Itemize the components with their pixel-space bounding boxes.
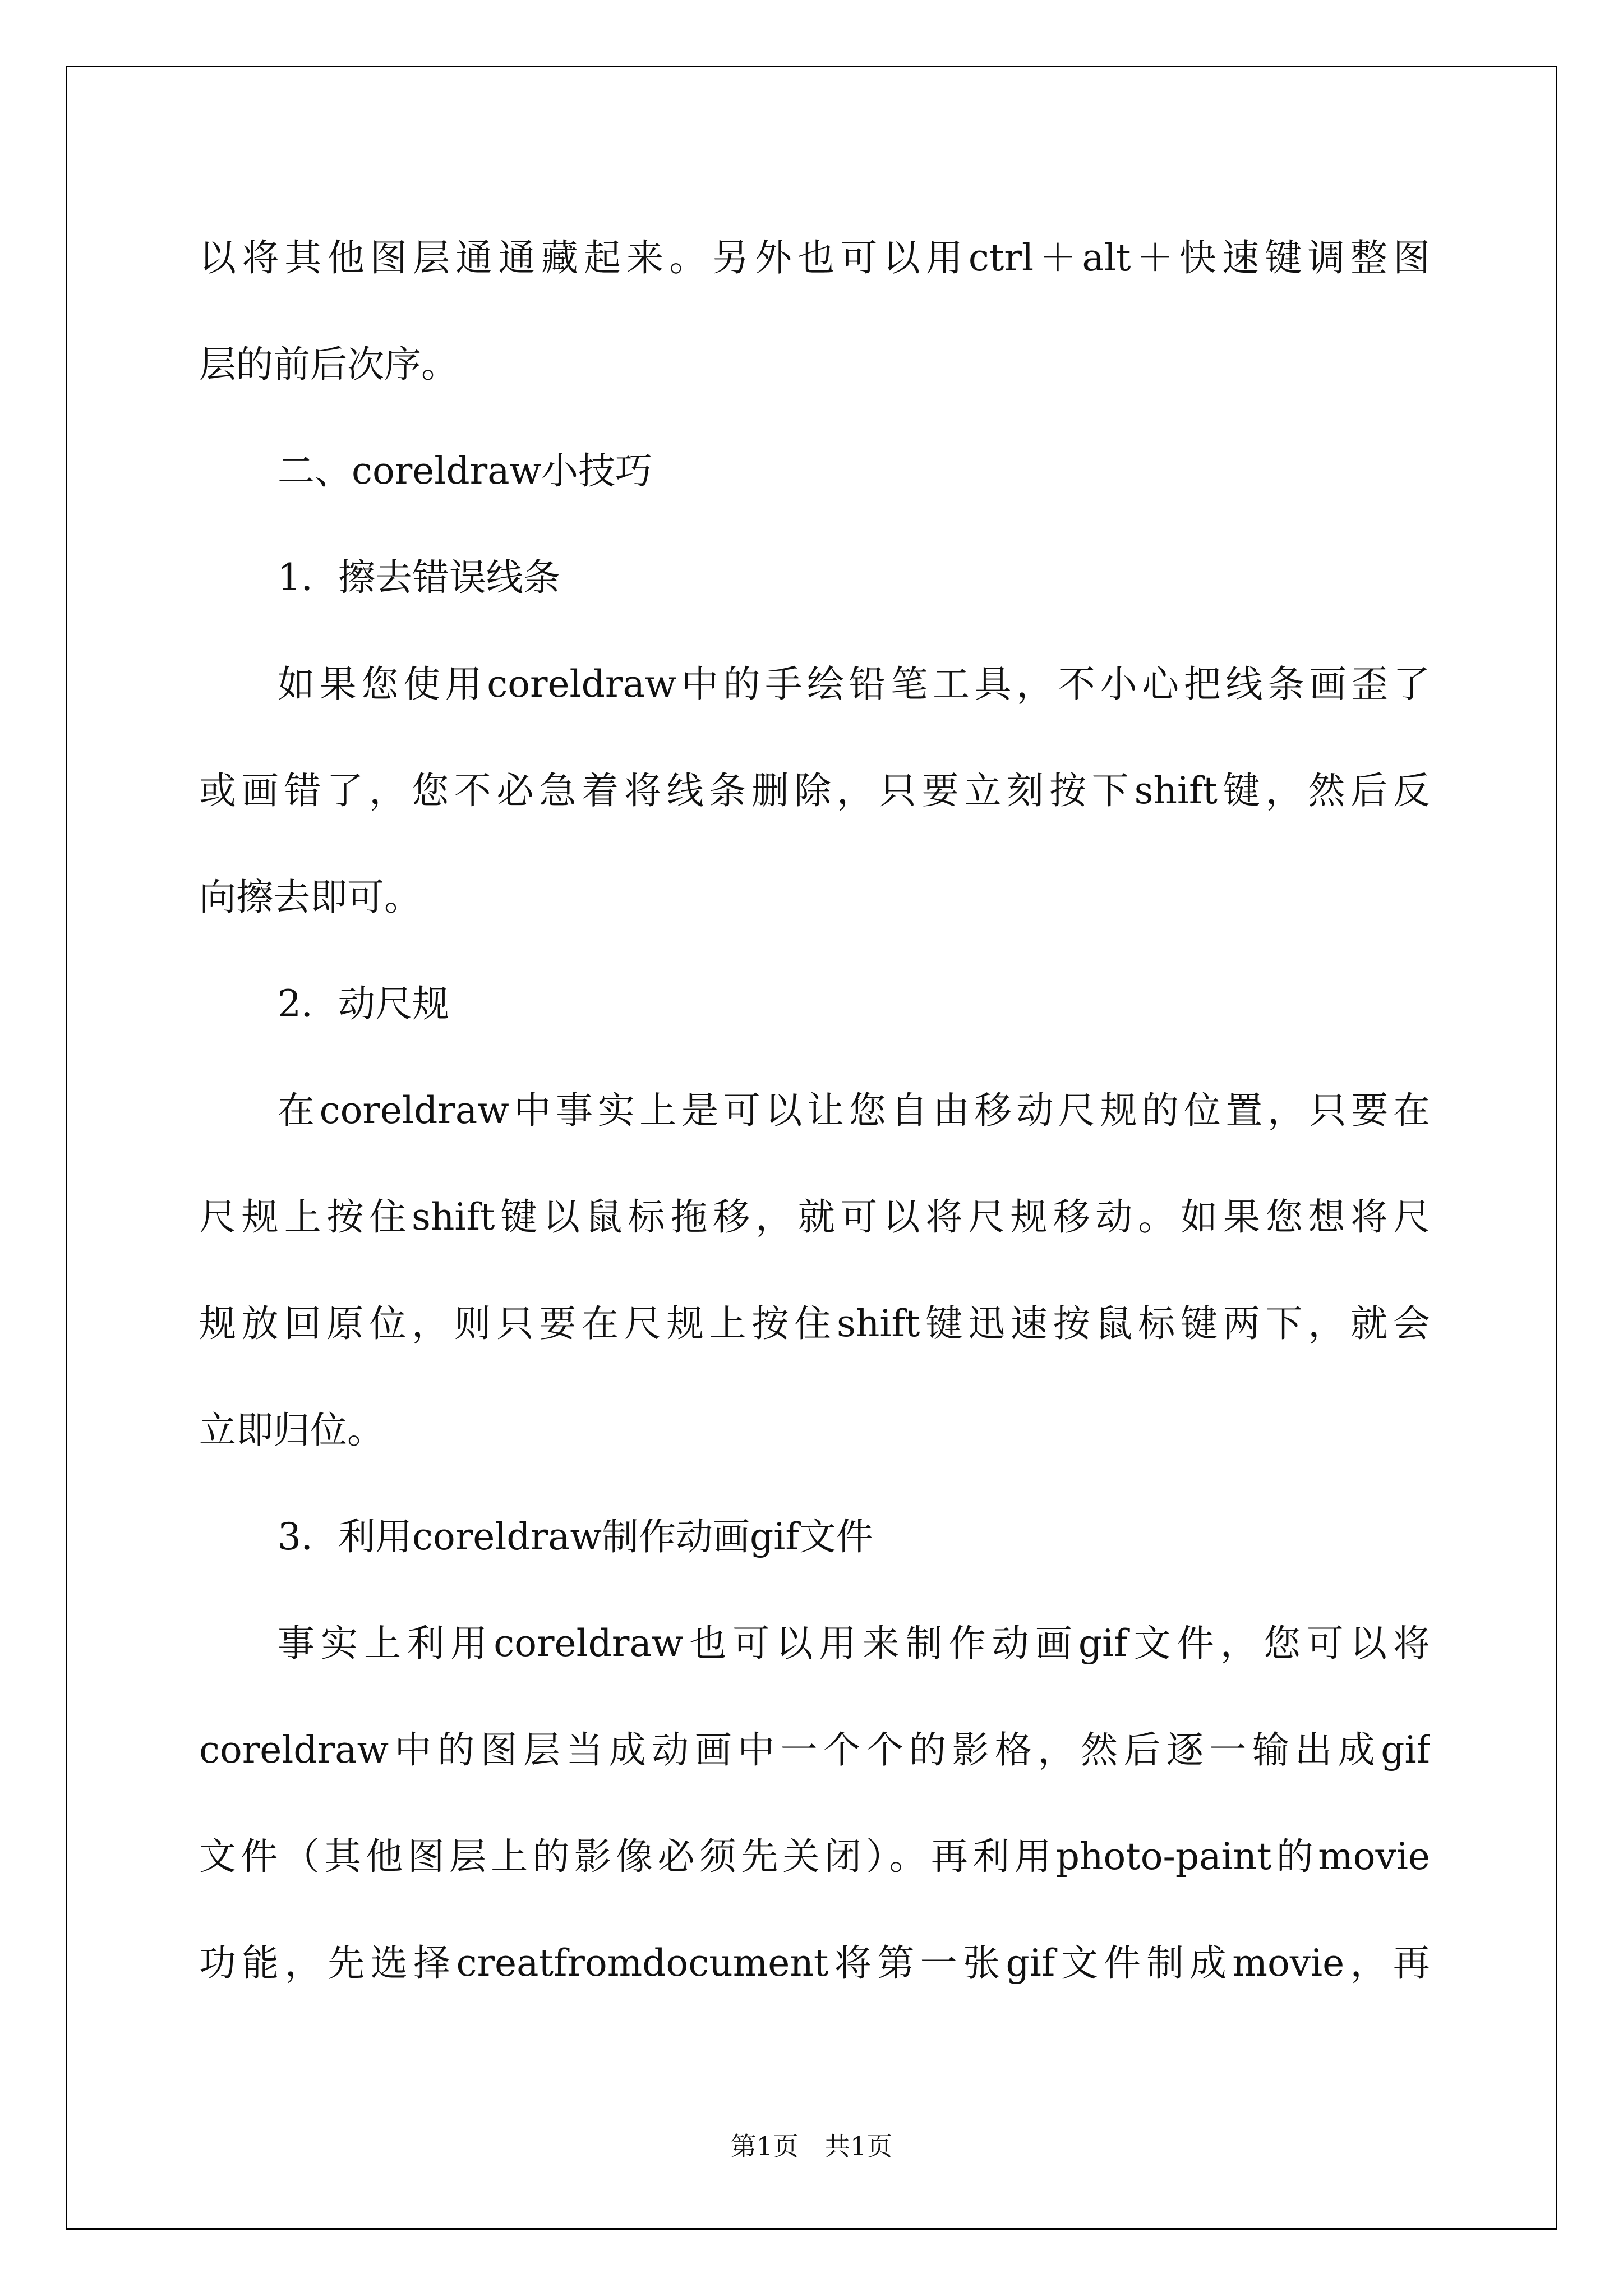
paragraph-line: 功能，先选择creatfromdocument将第一张gif文件制成movie，再: [199, 1941, 1430, 1985]
paragraph-line: 向擦去即可。: [199, 876, 421, 919]
subsection-heading: 3．利用coreldraw制作动画gif文件: [278, 1515, 873, 1558]
paragraph-line: 如果您使用coreldraw中的手绘铅笔工具，不小心把线条画歪了: [278, 662, 1430, 706]
paragraph-line: 以将其他图层通通藏起来。另外也可以用ctrl＋alt＋快速键调整图: [199, 236, 1430, 279]
section-heading: 二、coreldraw小技巧: [278, 449, 653, 493]
paragraph-line: 规放回原位，则只要在尺规上按住shift键迅速按鼠标键两下，就会: [199, 1302, 1430, 1345]
paragraph-line: 尺规上按住shift键以鼠标拖移，就可以将尺规移动。如果您想将尺: [199, 1195, 1430, 1239]
subsection-heading: 2．动尺规: [278, 982, 449, 1025]
paragraph-line: coreldraw中的图层当成动画中一个个的影格，然后逐一输出成gif: [199, 1728, 1430, 1772]
document-body: [199, 205, 1430, 2017]
subsection-heading: 1．擦去错误线条: [278, 556, 560, 599]
paragraph-line: 或画错了，您不必急着将线条删除，只要立刻按下shift键，然后反: [199, 769, 1430, 812]
paragraph-line: 文件（其他图层上的影像必须先关闭）。再利用photo-paint的movie: [199, 1835, 1430, 1878]
paragraph-line: 在coreldraw中事实上是可以让您自由移动尺规的位置，只要在: [278, 1089, 1430, 1132]
page-number-footer: 第1页 共1页: [730, 2131, 893, 2161]
paragraph-line: 层的前后次序。: [199, 343, 458, 386]
paragraph-line: 事实上利用coreldraw也可以用来制作动画gif文件，您可以将: [278, 1622, 1430, 1665]
paragraph-line: 立即归位。: [199, 1409, 384, 1452]
